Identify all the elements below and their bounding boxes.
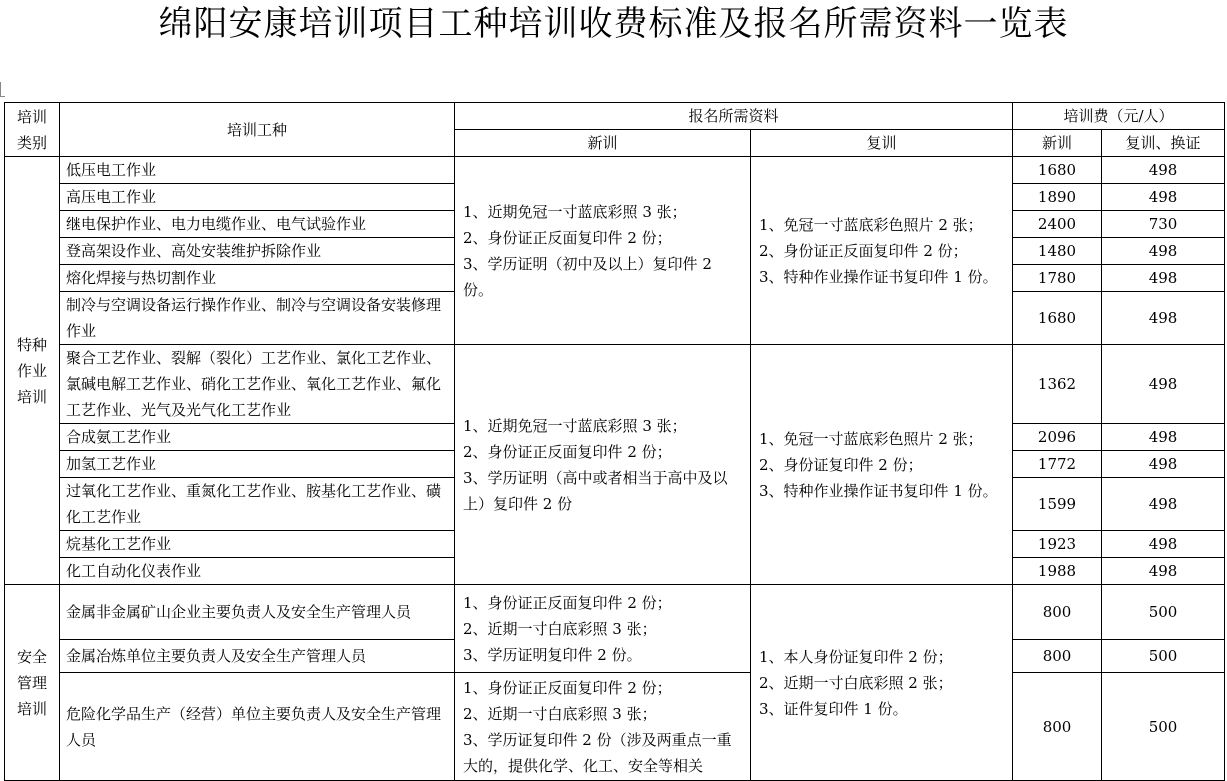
fee-new: 1362 bbox=[1013, 345, 1102, 424]
header-job: 培训工种 bbox=[60, 103, 455, 157]
requirement-item: 3、学历证复印件 2 份（涉及两重点一重大的，提供化学、化工、安全等相关 bbox=[463, 731, 732, 775]
category-safety-management bbox=[5, 585, 60, 781]
job-name: 烷基化工艺作业 bbox=[60, 531, 455, 558]
job-name: 继电保护作业、电力电缆作业、电气试验作业 bbox=[60, 211, 455, 238]
fee-new: 1780 bbox=[1013, 265, 1102, 292]
fee-new: 1680 bbox=[1013, 157, 1102, 184]
job-name: 制冷与空调设备运行操作作业、制冷与空调设备安装修理作业 bbox=[60, 292, 455, 345]
fee-new: 1599 bbox=[1013, 478, 1102, 531]
fee-renew: 500 bbox=[1102, 640, 1225, 673]
fee-new: 800 bbox=[1013, 673, 1102, 781]
table-row bbox=[5, 345, 1225, 424]
requirement-item: 2、身份证正反面复印件 2 份； bbox=[463, 442, 672, 461]
fee-table bbox=[4, 102, 1225, 781]
fee-renew: 498 bbox=[1102, 265, 1225, 292]
requirements-new bbox=[455, 345, 751, 585]
fee-renew: 498 bbox=[1102, 292, 1225, 345]
fee-new: 1890 bbox=[1013, 184, 1102, 211]
fee-new: 1480 bbox=[1013, 238, 1102, 265]
requirement-item: 1、免冠一寸蓝底彩色照片 2 张； bbox=[759, 215, 983, 234]
header-materials-new: 新训 bbox=[455, 130, 751, 157]
requirement-item: 1、身份证正反面复印件 2 份； bbox=[463, 593, 672, 612]
requirements-new bbox=[455, 585, 751, 673]
fee-new: 800 bbox=[1013, 640, 1102, 673]
fee-new: 1988 bbox=[1013, 558, 1102, 585]
fee-renew: 498 bbox=[1102, 451, 1225, 478]
category-line: 管理 bbox=[16, 673, 47, 692]
category-special-operations bbox=[5, 157, 60, 585]
category-line: 培训 bbox=[16, 387, 47, 406]
header-category bbox=[5, 103, 60, 157]
fee-new: 1772 bbox=[1013, 451, 1102, 478]
category-line: 安全 bbox=[16, 647, 47, 666]
requirements-renew bbox=[751, 345, 1013, 585]
requirements-renew bbox=[751, 157, 1013, 345]
table-row bbox=[5, 585, 1225, 640]
job-name: 加氢工艺作业 bbox=[60, 451, 455, 478]
job-name: 登高架设作业、高处安装维护拆除作业 bbox=[60, 238, 455, 265]
job-name: 危险化学品生产（经营）单位主要负责人及安全生产管理人员 bbox=[60, 673, 455, 781]
table-row bbox=[5, 157, 1225, 184]
requirement-item: 2、身份证复印件 2 份； bbox=[759, 455, 923, 474]
requirement-item: 3、特种作业操作证书复印件 1 份。 bbox=[759, 481, 998, 500]
requirement-item: 1、身份证正反面复印件 2 份； bbox=[463, 679, 672, 697]
requirement-item: 3、学历证明（高中或者相当于高中及以上）复印件 2 份 bbox=[463, 468, 728, 513]
job-name: 聚合工艺作业、裂解（裂化）工艺作业、氯化工艺作业、氯碱电解工艺作业、硝化工艺作业、氧化工艺作业、氟化工艺作业、光气及光气化工艺作业 bbox=[60, 345, 455, 424]
requirements-new bbox=[455, 673, 751, 781]
job-name: 熔化焊接与热切割作业 bbox=[60, 265, 455, 292]
fee-renew: 498 bbox=[1102, 478, 1225, 531]
requirement-item: 2、近期一寸白底彩照 3 张； bbox=[463, 619, 657, 638]
fee-new: 2096 bbox=[1013, 424, 1102, 451]
job-name: 高压电工作业 bbox=[60, 184, 455, 211]
fee-renew: 498 bbox=[1102, 531, 1225, 558]
header-materials: 报名所需资料 bbox=[455, 103, 1013, 130]
fee-new: 800 bbox=[1013, 585, 1102, 640]
requirement-item: 3、学历证明复印件 2 份。 bbox=[463, 645, 642, 664]
requirement-item: 1、近期免冠一寸蓝底彩照 3 张； bbox=[463, 202, 687, 221]
requirement-item: 2、近期一寸白底彩照 3 张； bbox=[463, 705, 657, 723]
fee-renew: 730 bbox=[1102, 211, 1225, 238]
fee-renew: 498 bbox=[1102, 184, 1225, 211]
fee-new: 1923 bbox=[1013, 531, 1102, 558]
requirements-renew bbox=[751, 585, 1013, 781]
requirement-item: 3、特种作业操作证书复印件 1 份。 bbox=[759, 267, 998, 286]
fee-renew: 498 bbox=[1102, 424, 1225, 451]
requirement-item: 3、学历证明（初中及以上）复印件 2 份。 bbox=[463, 254, 712, 299]
page-title: 绵阳安康培训项目工种培训收费标准及报名所需资料一览表 bbox=[158, 4, 1069, 44]
job-name: 低压电工作业 bbox=[60, 157, 455, 184]
fee-renew: 498 bbox=[1102, 157, 1225, 184]
text-cursor-mark bbox=[0, 82, 5, 97]
requirement-item: 2、近期一寸白底彩照 2 张； bbox=[759, 673, 953, 692]
fee-renew: 498 bbox=[1102, 558, 1225, 585]
requirement-item: 2、身份证正反面复印件 2 份； bbox=[759, 241, 968, 260]
header-fee-new: 新训 bbox=[1013, 130, 1102, 157]
requirement-item: 3、证件复印件 1 份。 bbox=[759, 699, 908, 718]
header-fee-renew: 复训、换证 bbox=[1102, 130, 1225, 157]
job-name: 金属冶炼单位主要负责人及安全生产管理人员 bbox=[60, 640, 455, 673]
fee-renew: 498 bbox=[1102, 238, 1225, 265]
header-category-line2: 类别 bbox=[16, 133, 47, 152]
header-category-line1: 培训 bbox=[16, 107, 47, 126]
category-line: 培训 bbox=[16, 699, 47, 718]
header-fee: 培训费（元/人） bbox=[1013, 103, 1225, 130]
requirement-item: 1、本人身份证复印件 2 份； bbox=[759, 647, 953, 666]
job-name: 化工自动化仪表作业 bbox=[60, 558, 455, 585]
requirement-item: 2、身份证正反面复印件 2 份； bbox=[463, 228, 672, 247]
job-name: 过氧化工艺作业、重氮化工艺作业、胺基化工艺作业、磺化工艺作业 bbox=[60, 478, 455, 531]
fee-renew: 500 bbox=[1102, 585, 1225, 640]
requirement-item: 1、近期免冠一寸蓝底彩照 3 张； bbox=[463, 416, 687, 435]
fee-renew: 500 bbox=[1102, 673, 1225, 781]
table-row bbox=[5, 673, 1225, 781]
category-line: 作业 bbox=[16, 361, 47, 380]
requirement-item: 1、免冠一寸蓝底彩色照片 2 张； bbox=[759, 429, 983, 448]
header-materials-renew: 复训 bbox=[751, 130, 1013, 157]
job-name: 合成氨工艺作业 bbox=[60, 424, 455, 451]
fee-renew: 498 bbox=[1102, 345, 1225, 424]
fee-new: 2400 bbox=[1013, 211, 1102, 238]
category-line: 特种 bbox=[16, 335, 47, 354]
job-name: 金属非金属矿山企业主要负责人及安全生产管理人员 bbox=[60, 585, 455, 640]
requirements-new bbox=[455, 157, 751, 345]
fee-new: 1680 bbox=[1013, 292, 1102, 345]
